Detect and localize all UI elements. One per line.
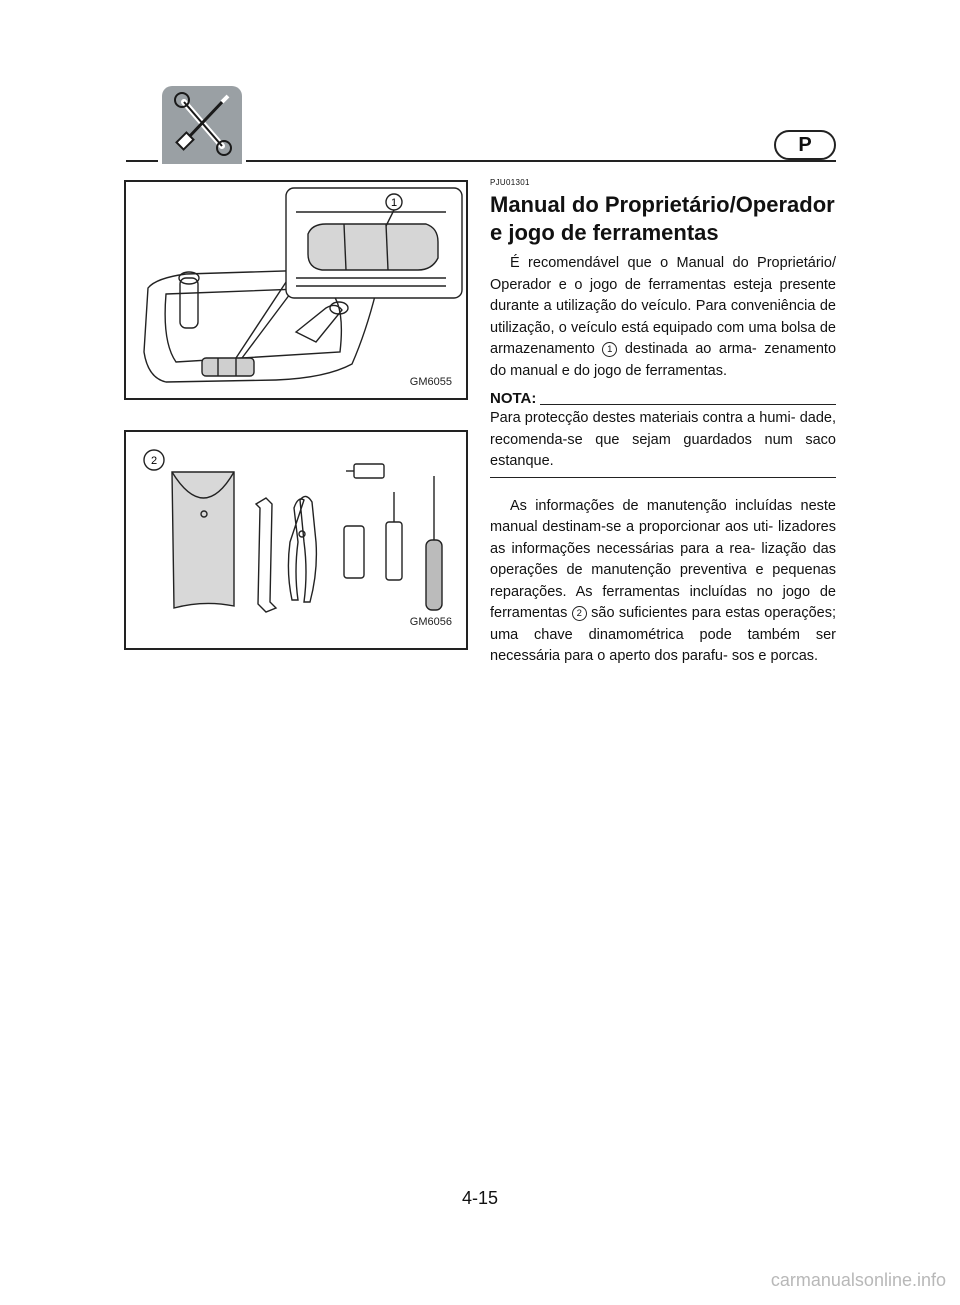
paragraph-1-text-b: destinada ao arma- zenamento do manual e do jogo de ferramentas. bbox=[490, 341, 837, 379]
paragraph-1 bbox=[490, 253, 836, 382]
note-header bbox=[490, 390, 836, 408]
note-rule bbox=[540, 404, 836, 405]
page-number: 4-15 bbox=[461, 1188, 499, 1208]
section-title: Manual do Proprietário/Operador e jogo de ferramentas bbox=[490, 192, 835, 245]
tools-section-icon bbox=[162, 86, 242, 164]
header-rule-right bbox=[246, 160, 836, 162]
document-code: PJU01301 bbox=[490, 178, 530, 187]
note-text: Para protecção destes materiais contra a humi- dade, recomenda-se que sejam guardados num saco estanque. bbox=[490, 410, 836, 469]
note-end-rule bbox=[490, 477, 836, 478]
paragraph-2 bbox=[490, 496, 836, 668]
callout-1-label: 1 bbox=[390, 197, 398, 209]
watermark: carmanualsonline.info bbox=[770, 1270, 946, 1290]
paragraph-2-text-a: As informações de manutenção incluídas neste manual destinam-se a proporcionar aos uti- lizadores as informações necessárias para a rea- lização das operações de manutenção preventiva e pequenas reparações. As ferramentas incluídas no jogo de ferramentas bbox=[490, 497, 836, 621]
figure-code: GM6055 bbox=[409, 376, 452, 388]
figure-tool-kit bbox=[124, 430, 468, 650]
callout-2-label: 2 bbox=[150, 455, 158, 467]
reference-2: 2 bbox=[572, 606, 587, 621]
figure-code: GM6056 bbox=[409, 616, 452, 628]
note-label: NOTA: bbox=[490, 390, 537, 407]
content-column bbox=[490, 178, 836, 668]
wrench-screwdriver-icon bbox=[162, 86, 242, 164]
header-rule-left bbox=[126, 160, 158, 162]
reference-1: 1 bbox=[602, 342, 617, 357]
language-badge: P bbox=[774, 130, 836, 160]
storage-bag-illustration bbox=[126, 182, 466, 398]
paragraph-1-text-a: É recomendável que o Manual do Proprietário/ Operador e o jogo de ferramentas esteja presente durante a utilização do veículo. Para conveniência de utilização, o veículo está equipado com uma bolsa de armazenamento bbox=[490, 255, 836, 357]
figure-storage-bag bbox=[124, 180, 468, 400]
paragraph-2-text-b: são suficientes para estas operações; uma chave dinamométrica pode também ser necessária para o aperto dos parafu- sos e porcas. bbox=[490, 605, 837, 664]
